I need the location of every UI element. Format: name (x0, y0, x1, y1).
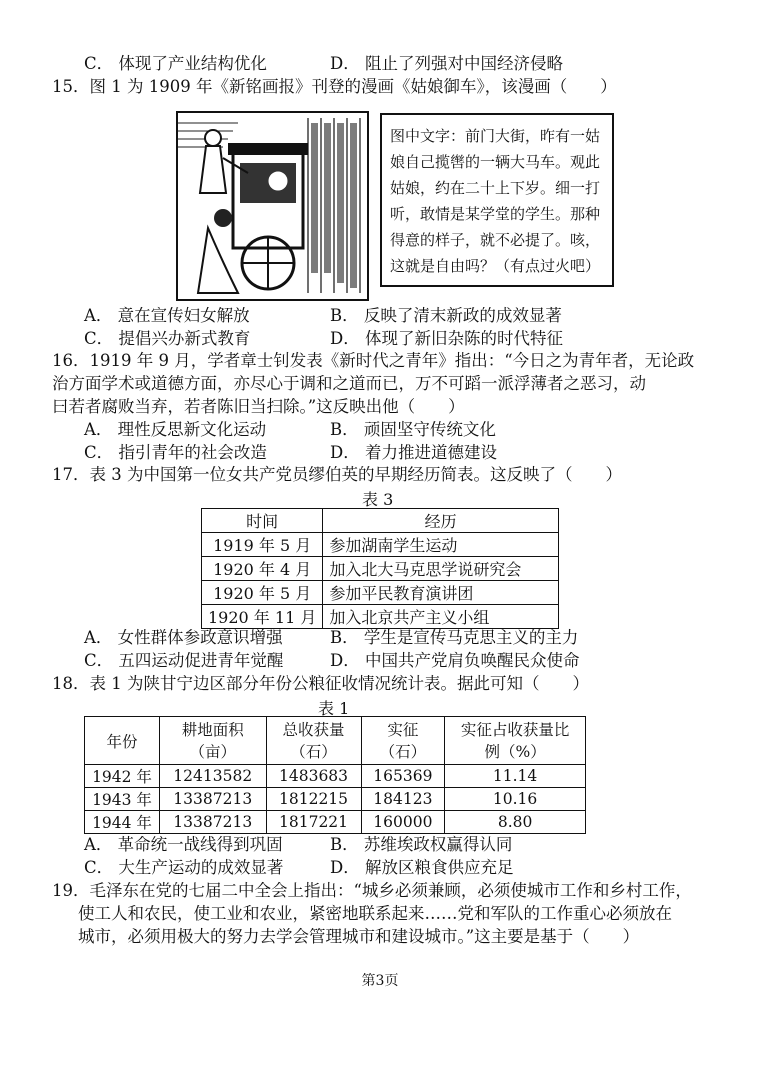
q18-header-area-unit: （亩） (189, 742, 236, 761)
q15-option-a: A． 意在宣传妇女解放 (84, 306, 250, 325)
q19-stem-line3: 城市，必须用极大的努力去学会管理城市和建设城市。”这主要是基于（ ） (78, 927, 640, 946)
q16-option-b: B． 顽固坚守传统文化 (330, 420, 496, 439)
cartoon-image (176, 111, 369, 301)
q18-cell: 1944 年 (85, 811, 160, 834)
q18-cell: 10.16 (445, 788, 586, 811)
q18-cell: 1942 年 (85, 765, 160, 788)
q16-option-a: A． 理性反思新文化运动 (84, 420, 267, 439)
q17-cell: 参加平民教育演讲团 (323, 581, 559, 605)
q17-stem: 17．表 3 为中国第一位女共产党员缪伯英的早期经历简表。这反映了（ ） (52, 465, 622, 484)
q18-cell: 184123 (361, 788, 445, 811)
q18-header-harvest-label: 总收获量 (282, 720, 345, 739)
q17-table-caption: 表 3 (362, 490, 394, 509)
q18-cell: 1812215 (266, 788, 361, 811)
q17-cell: 加入北京共产主义小组 (323, 605, 559, 629)
q18-cell: 1483683 (266, 765, 361, 788)
q18-cell: 13387213 (160, 811, 267, 834)
q17-header-time: 时间 (202, 509, 323, 533)
q17-header-experience: 经历 (323, 509, 559, 533)
cartoon-caption-box (380, 113, 614, 287)
q15-option-d: D． 体现了新旧杂陈的时代特征 (330, 329, 563, 348)
q18-table (84, 716, 586, 834)
q18-header-harvest (266, 717, 361, 765)
q15-stem: 15．图 1 为 1909 年《新铭画报》刊登的漫画《姑娘御车》，该漫画（ ） (52, 77, 617, 96)
q18-header-ratio (445, 717, 586, 765)
cartoon-illustration (178, 113, 367, 299)
q18-cell: 1817221 (266, 811, 361, 834)
q18-cell: 1943 年 (85, 788, 160, 811)
q18-header-area (160, 717, 267, 765)
q18-option-d: D． 解放区粮食供应充足 (330, 858, 514, 877)
q17-option-c: C． 五四运动促进青年觉醒 (84, 651, 284, 670)
q17-cell: 加入北大马克思学说研究会 (323, 557, 559, 581)
q18-cell: 11.14 (445, 765, 586, 788)
q18-header-levy-unit: （石） (379, 742, 427, 761)
q18-cell: 165369 (361, 765, 445, 788)
q17-option-d: D． 中国共产党肩负唤醒民众使命 (330, 651, 580, 670)
q18-option-c: C． 大生产运动的成效显著 (84, 858, 284, 877)
q16-stem-line2: 治方面学术或道德方面，亦尽心于调和之道而已，万不可蹈一派浮薄者之恶习，动 (52, 374, 646, 393)
q18-header-area-label: 耕地面积 (181, 720, 244, 739)
q18-cell: 13387213 (160, 788, 267, 811)
q18-cell: 12413582 (160, 765, 267, 788)
q17-option-a: A． 女性群体参政意识增强 (84, 628, 283, 647)
q17-cell: 1920 年 5 月 (202, 581, 323, 605)
q17-option-b: B． 学生是宣传马克思主义的主力 (330, 628, 579, 647)
q14-option-c: C． 体现了产业结构优化 (84, 54, 267, 73)
q17-table (201, 508, 559, 629)
q15-option-b: B． 反映了清末新政的成效显著 (330, 306, 562, 325)
q16-stem-line3: 曰若者腐败当弃，若者陈旧当扫除。”这反映出他（ ） (52, 397, 465, 416)
q18-header-ratio-label: 实征占收获量比 (460, 720, 570, 739)
q16-option-c: C． 指引青年的社会改造 (84, 443, 267, 462)
q18-header-levy (361, 717, 445, 765)
q14-option-d: D． 阻止了列强对中国经济侵略 (330, 54, 563, 73)
q18-header-harvest-unit: （石） (290, 742, 337, 761)
q19-stem-line2: 使工人和农民，使工业和农业，紧密地联系起来……党和军队的工作重心必须放在 (78, 904, 672, 923)
q18-header-year: 年份 (85, 717, 160, 765)
cartoon-caption-text: 图中文字：前门大街，昨有一姑娘自己揽辔的一辆大马车。观此姑娘，约在二十上下岁。细一打听，敢情是某学堂的学生。那种得意的样子，就不必提了。咳，这就是自由吗？（有点过火吧） (390, 127, 601, 275)
q18-option-b: B． 苏维埃政权赢得认同 (330, 835, 513, 854)
q15-option-c: C． 提倡兴办新式教育 (84, 329, 251, 348)
page-number: 第3页 (361, 973, 399, 989)
q18-header-ratio-unit: 例（%） (484, 742, 546, 761)
q18-stem: 18．表 1 为陕甘宁边区部分年份公粮征收情况统计表。据此可知（ ） (52, 674, 589, 693)
q17-cell: 1920 年 4 月 (202, 557, 323, 581)
q16-stem-line1: 16．1919 年 9 月，学者章士钊发表《新时代之青年》指出：“今日之为青年者，无论政 (52, 351, 695, 370)
q17-cell: 1920 年 11 月 (202, 605, 323, 629)
q16-option-d: D． 着力推进道德建设 (330, 443, 497, 462)
q18-table-caption: 表 1 (318, 699, 350, 718)
q19-stem-line1: 19．毛泽东在党的七届二中全会上指出：“城乡必须兼顾，必须使城市工作和乡村工作， (52, 881, 692, 900)
q17-cell: 1919 年 5 月 (202, 533, 323, 557)
q17-cell: 参加湖南学生运动 (323, 533, 559, 557)
q18-cell: 8.80 (445, 811, 586, 834)
q18-option-a: A． 革命统一战线得到巩固 (84, 835, 283, 854)
q18-header-levy-label: 实征 (387, 720, 419, 739)
q18-cell: 160000 (361, 811, 445, 834)
